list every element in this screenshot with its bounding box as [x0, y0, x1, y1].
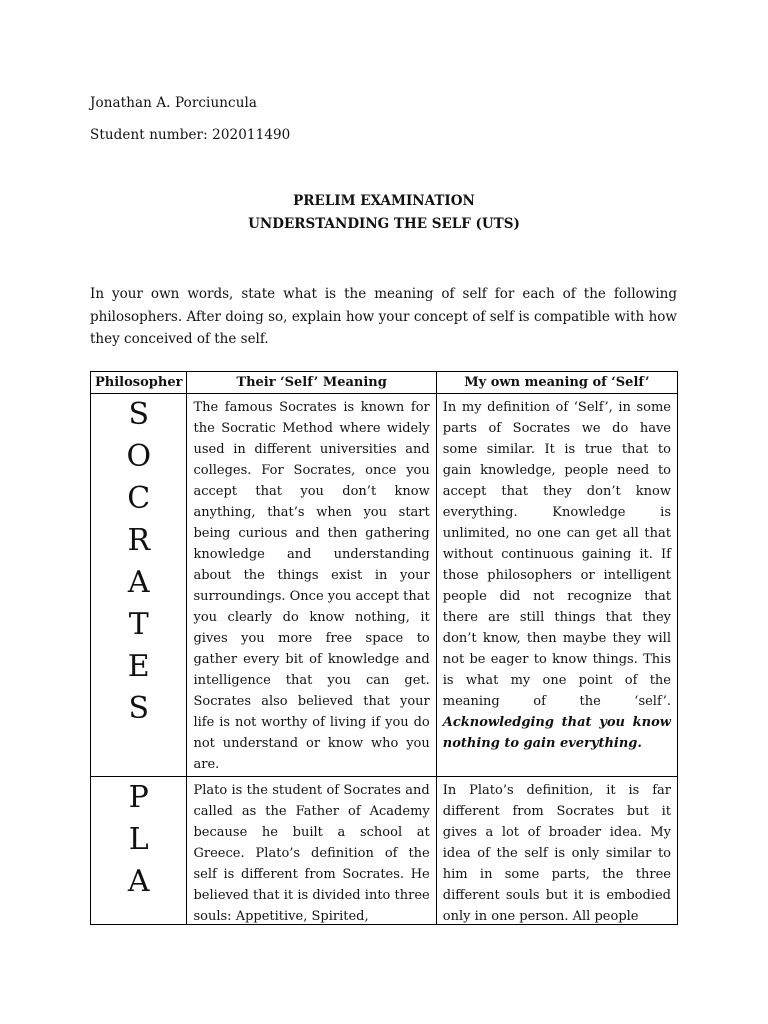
table-row-socrates — [91, 394, 678, 777]
table-header-row — [91, 372, 678, 394]
instructions-paragraph: In your own words, state what is the meaning of self for each of the following philosophers. After doing so, explain how your concept of self is compatible with how they conceived of the self. — [90, 286, 677, 347]
socrates-own-meaning: In my definition of ‘Self’, in some parts of Socrates we do have some similar. It is true that to gain knowledge, people need to accept that they don’t know everything. Knowledge is unlimited, no one can get all that without continuous gaining it. If those philosophers or intelligent people did not recognize that there are still things that they don’t know, then maybe they will not be eager to know things. This is what my one point of the meaning of the ‘self’. — [442, 400, 671, 709]
exam-title: PRELIM EXAMINATION — [293, 193, 475, 209]
philosopher-letter: T — [128, 607, 149, 642]
header-philosopher: Philosopher — [91, 372, 187, 394]
philosopher-letter: C — [127, 481, 151, 516]
philosophers-table — [90, 371, 678, 925]
header-own-meaning: My own meaning of ‘Self’ — [436, 372, 677, 394]
student-number: Student number: 202011490 — [90, 127, 291, 143]
philosopher-letter: A — [127, 864, 150, 899]
philosopher-letter: R — [127, 523, 151, 558]
philosopher-letter: L — [128, 822, 149, 857]
plato-their-meaning-cell — [187, 777, 436, 925]
philosopher-letter: S — [128, 397, 150, 432]
socrates-own-meaning-cell — [436, 394, 677, 777]
philosopher-letter: E — [127, 649, 150, 684]
socrates-own-meaning-emphasis: Acknowledging that you know nothing to gain everything. — [442, 715, 671, 751]
philosopher-name-socrates — [91, 394, 187, 777]
philosopher-letter: O — [126, 439, 152, 474]
course-title: UNDERSTANDING THE SELF (UTS) — [248, 216, 520, 232]
philosopher-letter: P — [128, 780, 149, 815]
student-name: Jonathan A. Porciuncula — [90, 95, 258, 111]
header-their-meaning: Their ‘Self’ Meaning — [187, 372, 436, 394]
philosopher-letter: A — [127, 565, 150, 600]
philosopher-letter: S — [128, 691, 150, 726]
plato-their-meaning: Plato is the student of Socrates and called as the Father of Academy because he built a school at Greece. Plato’s definition of the self is different from Socrates. He believed that it is divided into three souls: Appetitive, Spirited, — [193, 783, 430, 923]
socrates-their-meaning: The famous Socrates is known for the Socratic Method where widely used in different universities and colleges. For Socrates, once you accept that you don’t know anything, that’s when you start being curious and then gathering knowledge and understanding about the things exist in your surroundings. Once you accept that you clearly do know nothing, it gives you more free space to gather every bit of knowledge and intelligence that you can get. Socrates also believed that your life is not worthy of living if you do not understand or know who you are. — [187, 394, 436, 777]
plato-own-meaning: In Plato’s definition, it is far different from Socrates but it gives a lot of broader idea. My idea of the self is only similar to him in some parts, the three different souls but it is embodied only in one person. All people — [442, 783, 671, 923]
philosopher-name-plato — [91, 777, 187, 925]
plato-own-meaning-cell — [436, 777, 677, 925]
table-row-plato — [91, 777, 678, 925]
